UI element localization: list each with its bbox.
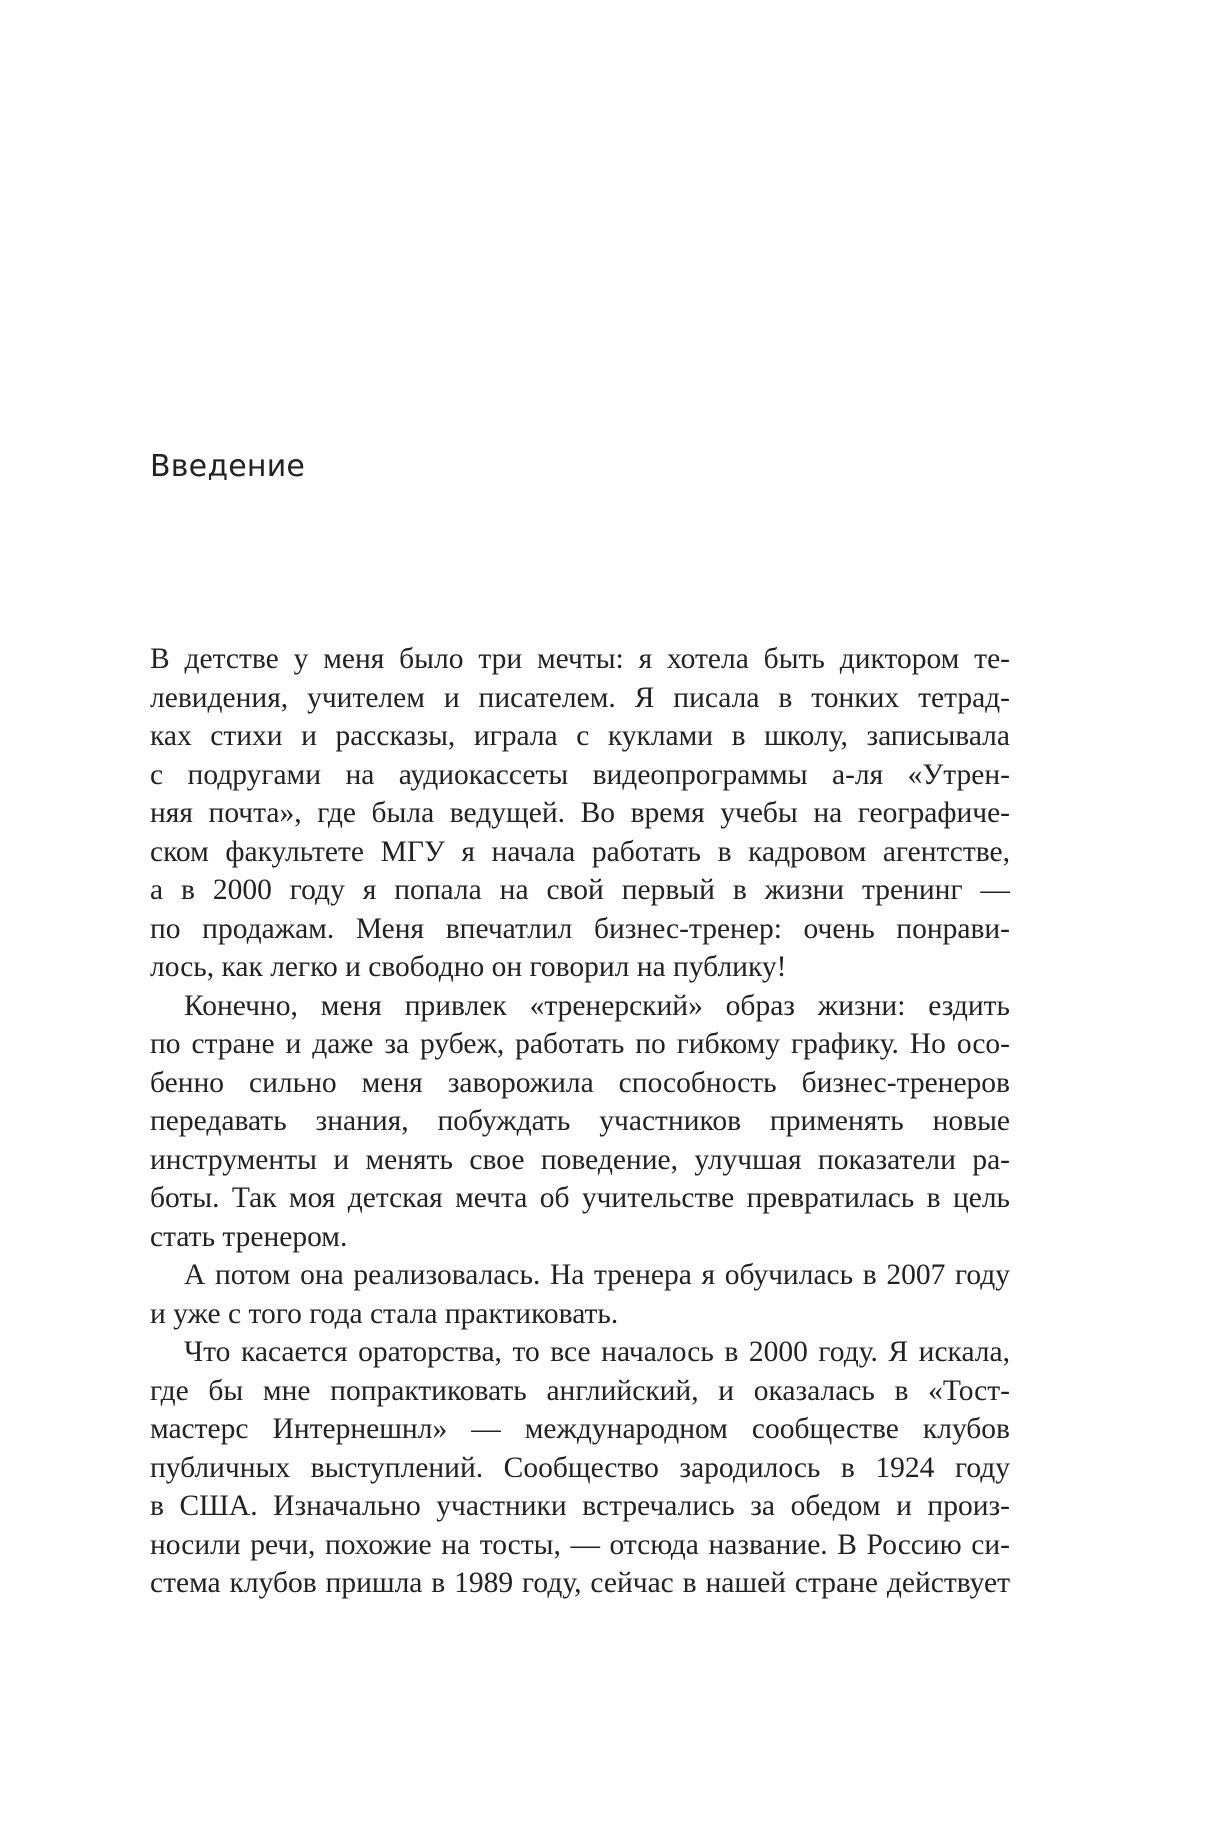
text-line: Что касается ораторства, то все началось в 2000 году. Я искала,: [184, 1336, 1010, 1368]
chapter-title: Введение: [150, 449, 306, 484]
text-line: мастерс Интернешнл» — международном сообществе клубов: [150, 1413, 1010, 1445]
text-line: передавать знания, побуждать участников применять новые: [150, 1105, 1010, 1137]
text-line: по стране и даже за рубеж, работать по гибкому графику. Но осо-: [150, 1028, 1010, 1060]
text-line: где бы мне попрактиковать английский, и оказалась в «Тост-: [150, 1374, 1010, 1407]
text-line: с подругами на аудиокассеты видеопрограммы а-ля «Утрен-: [150, 758, 1010, 791]
text-line: лось, как легко и свободно он говорил на публику!: [150, 951, 787, 983]
text-line: боты. Так моя детская мечта об учительстве превратилась в цель: [150, 1182, 1010, 1214]
text-line: В детстве у меня было три мечты: я хотела быть диктором те-: [150, 643, 1010, 675]
text-line: стема клубов пришла в 1989 году, сейчас в нашей стране действует: [150, 1567, 1010, 1599]
text-line: носили речи, похожие на тосты, — отсюда название. В Россию си-: [150, 1528, 1010, 1561]
text-line: няя почта», где была ведущей. Во время учебы на географиче-: [150, 797, 1010, 829]
text-line: стать тренером.: [150, 1220, 348, 1253]
text-line: бенно сильно меня заворожила способность бизнес-тренеров: [150, 1066, 1010, 1099]
text-line: в США. Изначально участники встречались за обедом и произ-: [150, 1490, 1010, 1522]
text-line: по продажам. Меня впечатлил бизнес-тренер: очень понрави-: [150, 912, 1010, 945]
text-line: публичных выступлений. Сообщество зародилось в 1924 году: [150, 1451, 1010, 1484]
text-line: ках стихи и рассказы, играла с куклами в школу, записывала: [150, 720, 1010, 752]
text-line: ском факультете МГУ я начала работать в кадровом агентстве,: [150, 835, 1010, 868]
body-text: [150, 640, 1010, 1603]
text-line: А потом она реализовалась. На тренера я обучилась в 2007 году: [184, 1259, 1010, 1291]
text-line: и уже с того года стала практиковать.: [150, 1297, 619, 1330]
text-line: инструменты и менять свое поведение, улучшая показатели ра-: [150, 1143, 1010, 1176]
text-line: Конечно, меня привлек «тренерский» образ жизни: ездить: [184, 989, 1010, 1022]
text-line: а в 2000 году я попала на свой первый в жизни тренинг —: [150, 874, 1010, 906]
text-line: левидения, учителем и писателем. Я писала в тонких тетрад-: [150, 681, 1010, 714]
